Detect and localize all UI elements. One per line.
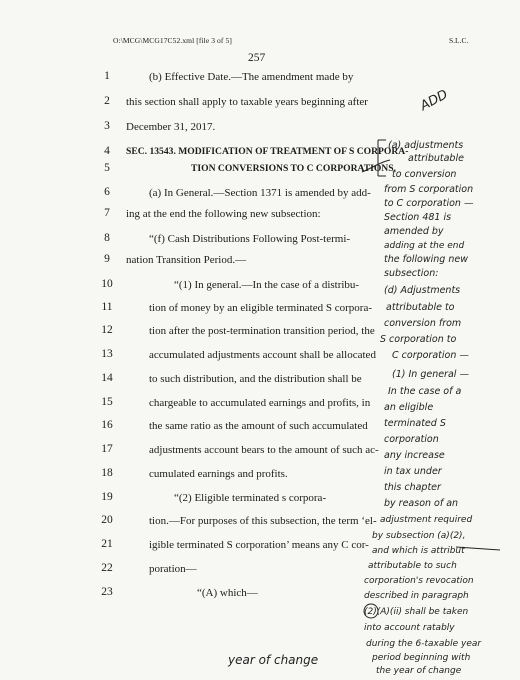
line-text: (a) In General.—Section 1371 is amended by add- bbox=[149, 187, 371, 199]
page-number: 257 bbox=[248, 52, 266, 64]
line-number: 11 bbox=[101, 301, 113, 313]
line-number: 7 bbox=[104, 207, 110, 219]
handwritten-note: (d) Adjustments bbox=[384, 285, 461, 296]
handwritten-note: adding at the end bbox=[384, 241, 465, 251]
line-number: 16 bbox=[101, 419, 113, 431]
section-heading: TION CONVERSIONS TO C CORPORATIONS. bbox=[191, 163, 396, 174]
handwritten-note: the following new bbox=[384, 254, 468, 265]
line-text: accumulated adjustments account shall be allocated bbox=[149, 349, 376, 361]
handwritten-note: adjustment required bbox=[380, 515, 473, 525]
handwritten-note: to conversion bbox=[392, 169, 457, 180]
line-text: December 31, 2017. bbox=[126, 121, 216, 133]
handwritten-bottom-note: year of change bbox=[228, 653, 319, 667]
line-text: chargeable to accumulated earnings and profits, in bbox=[149, 397, 371, 409]
line-number: 9 bbox=[104, 253, 110, 265]
line-text: “(f) Cash Distributions Following Post-termi- bbox=[149, 233, 351, 245]
line-text: nation Transition Period.— bbox=[126, 254, 247, 266]
handwritten-note: into account ratably bbox=[364, 623, 455, 633]
handwritten-note: attributable bbox=[408, 153, 464, 164]
line-text: ing at the end the following new subsection: bbox=[126, 208, 321, 220]
handwritten-note: Section 481 is bbox=[384, 212, 452, 223]
line-text: cumulated earnings and profits. bbox=[149, 468, 288, 480]
line-number: 20 bbox=[101, 514, 113, 526]
line-text: (b) Effective Date.—The amendment made by bbox=[149, 71, 354, 83]
handwritten-note: described in paragraph bbox=[364, 591, 469, 601]
handwritten-note: any increase bbox=[384, 450, 445, 461]
line-number: 4 bbox=[104, 145, 110, 157]
line-number: 23 bbox=[101, 586, 113, 598]
handwritten-add: ADD bbox=[417, 87, 451, 114]
handwritten-note: period beginning with bbox=[372, 653, 471, 663]
handwritten-note: S corporation to bbox=[380, 334, 457, 345]
line-number: 15 bbox=[101, 396, 113, 408]
handwritten-note: attributable to such bbox=[368, 561, 457, 571]
section-heading: SEC. 13543. MODIFICATION OF TREATMENT OF S CORPORA- bbox=[126, 146, 409, 157]
line-number: 10 bbox=[101, 278, 113, 290]
line-number: 2 bbox=[104, 95, 110, 107]
line-text: “(1) In general.—In the case of a distribu- bbox=[174, 279, 360, 291]
line-number: 12 bbox=[101, 324, 113, 336]
line-number: 21 bbox=[101, 538, 113, 550]
line-text: “(2) Eligible terminated s corpora- bbox=[174, 492, 327, 504]
handwritten-note: C corporation — bbox=[392, 350, 469, 361]
handwritten-note: In the case of a bbox=[388, 386, 462, 397]
line-number: 19 bbox=[101, 491, 113, 503]
line-number: 17 bbox=[101, 443, 113, 455]
handwritten-note: corporation's revocation bbox=[364, 576, 474, 586]
handwritten-note: in tax under bbox=[384, 466, 442, 477]
handwritten-note: an eligible bbox=[384, 402, 434, 413]
line-number: 13 bbox=[101, 348, 113, 360]
line-text: igible terminated S corporation’ means any C cor- bbox=[149, 539, 369, 551]
line-text: tion of money by an eligible terminated S corpora- bbox=[149, 302, 372, 314]
handwritten-note: (1) In general — bbox=[392, 369, 469, 380]
line-text: tion.—For purposes of this subsection, the term ‘el- bbox=[149, 515, 377, 527]
handwritten-note: terminated S bbox=[384, 418, 446, 429]
line-number: 22 bbox=[101, 562, 113, 574]
line-number: 5 bbox=[104, 162, 110, 174]
handwritten-note: (a) adjustments bbox=[388, 140, 464, 151]
handwritten-note: this chapter bbox=[384, 482, 441, 493]
line-number: 14 bbox=[101, 372, 113, 384]
line-number: 3 bbox=[104, 120, 110, 132]
handwritten-note: from S corporation bbox=[384, 184, 474, 195]
handwritten-note: (2)(A)(ii) shall be taken bbox=[364, 607, 469, 617]
handwritten-note: to C corporation — bbox=[384, 198, 474, 209]
handwritten-note: by subsection (a)(2), bbox=[372, 531, 466, 541]
handwritten-note: the year of change bbox=[376, 666, 462, 676]
file-reference: O:\MCG\MCG17C52.xml [file 3 of 5] bbox=[113, 36, 232, 45]
line-number: 6 bbox=[104, 186, 110, 198]
line-text: adjustments account bears to the amount of such ac- bbox=[149, 444, 379, 456]
line-text: to such distribution, and the distribution shall be bbox=[149, 373, 362, 385]
line-number: 18 bbox=[101, 467, 113, 479]
line-text: this section shall apply to taxable years beginning after bbox=[126, 96, 368, 108]
line-number: 1 bbox=[104, 70, 110, 82]
line-text: tion after the post-termination transition period, the bbox=[149, 325, 375, 337]
handwritten-note: amended by bbox=[384, 226, 444, 237]
line-text: “(A) which— bbox=[197, 587, 258, 599]
line-text: the same ratio as the amount of such accumulated bbox=[149, 420, 368, 432]
handwritten-note: attributable to bbox=[386, 302, 455, 313]
handwritten-note: subsection: bbox=[384, 268, 439, 279]
handwritten-note: by reason of an bbox=[384, 498, 459, 509]
office-code: S.L.C. bbox=[449, 36, 469, 45]
handwritten-note: and which is attribut bbox=[372, 546, 465, 556]
handwritten-note: during the 6-taxable year bbox=[366, 639, 482, 649]
handwritten-note: conversion from bbox=[384, 318, 462, 329]
handwritten-note: corporation bbox=[384, 434, 439, 445]
line-text: poration— bbox=[149, 563, 197, 575]
line-number: 8 bbox=[104, 232, 110, 244]
